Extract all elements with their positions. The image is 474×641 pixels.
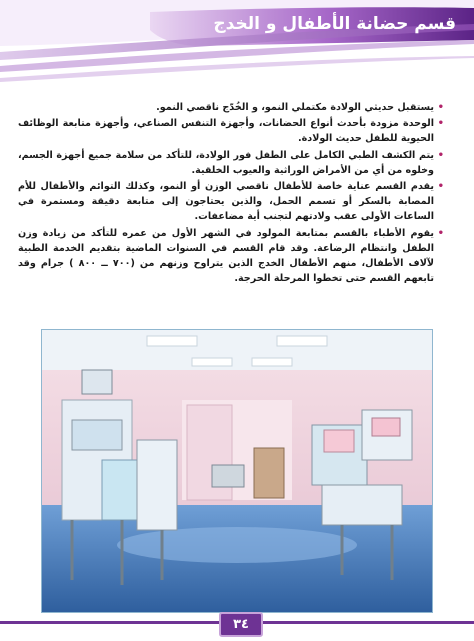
bullet-text: يقوم الأطباء بالقسم بمتابعة المولود في الشهر الأول من عمره للتأكد من زيادة وزن الطفل وانتظام الرضاعة. وقد قام القسم في السنوات الماضية بتقديم الخدمة الطبية لآلاف الأطفال، منهم الأطفال الخدج الذين يتراوح وزنهم من (٧٠٠ ــ ٨٠٠ ) جرام وقد تابعهم القسم حتى تخطوا المرحلة الحرجة.: [18, 227, 434, 285]
bullet-item: [18, 226, 444, 287]
bullet-item: [18, 179, 444, 225]
bullet-icon: •: [437, 118, 444, 130]
bullet-text: يقدم القسم عناية خاصة للأطفال ناقصي الوزن أو النمو، وكذلك التوائم والأطفال للأم المصابة بالسكر أو تسمم الحمل، والذين يحتاجون إلى متابعة دقيقة ومستمرة في الساعات الأولى عقب ولادتهم لتجنب أية مضاعفات.: [18, 181, 434, 223]
page-header: [0, 0, 474, 100]
page-title: قسم حضانة الأطفال و الخدج: [213, 14, 456, 34]
bullet-list: [18, 100, 444, 287]
neonatal-room-illustration: [42, 330, 432, 612]
bullet-icon: •: [437, 102, 444, 113]
bullet-text: يتم الكشف الطبي الكامل على الطفل فور الولادة، للتأكد من سلامة جميع أجهزة الجسم، وخلوه من أي من الأمراض الوراثية والعيوب الخلقية.: [18, 149, 434, 176]
neonatal-unit-photo: [41, 329, 433, 613]
bullet-item: [18, 116, 444, 146]
bullet-item: [18, 100, 444, 115]
page-number: ٣٤: [219, 612, 263, 637]
bullet-icon: •: [437, 181, 444, 193]
bullet-text: الوحدة مزودة بأحدث أنواع الحضانات، وأجهزة التنفس الصناعي، وأجهزة متابعة الوظائف الحيوية للطفل حديث الولادة.: [18, 118, 434, 145]
bullet-text: يستقبل حديثي الولادة مكتملي النمو، و الخُدّج ناقصي النمو.: [156, 102, 434, 113]
bullet-item: [18, 148, 444, 178]
bullet-icon: •: [437, 149, 444, 161]
bullet-icon: •: [437, 227, 444, 239]
